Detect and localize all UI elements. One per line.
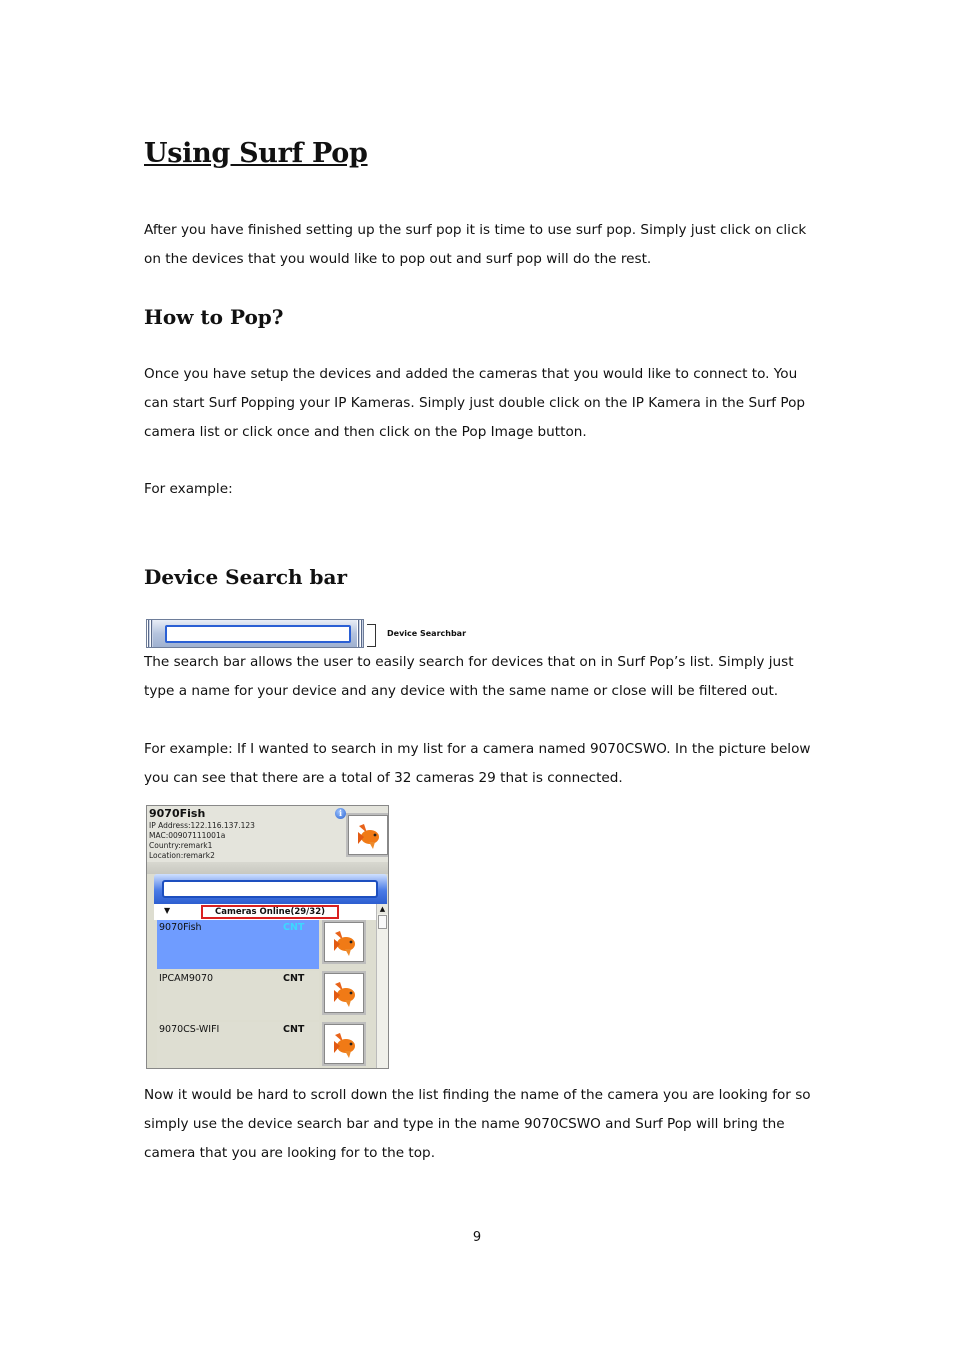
camera-list-item[interactable]: [157, 971, 319, 1020]
camera-list-item-selected[interactable]: [157, 920, 319, 969]
page-title: Using Surf Pop: [144, 138, 368, 169]
list-item-name: IPCAM9070: [159, 973, 214, 984]
searchbar-grip-left: [147, 620, 153, 647]
section-device-search-title: Device Search bar: [144, 565, 347, 589]
searchbar-grip-right: [357, 620, 363, 647]
search-example-paragraph: For example: If I wanted to search in my list for a camera named 9070CSWO. In the picture below you can see that there are a total of 32 cameras 29 that is connected.: [144, 741, 811, 786]
goldfish-icon: [331, 1029, 359, 1059]
camera-country: Country:remark1: [149, 841, 213, 850]
camera-list-screenshot: [146, 805, 389, 1069]
how-to-pop-paragraph: Once you have setup the devices and added the cameras that you would like to connect to. You can start Surf Popping your IP Kameras. Simply just double click on the IP Kamera in the Surf Pop camera list or click once and then click on the Pop Image button.: [144, 366, 806, 440]
camera-location: Location:remark2: [149, 851, 215, 860]
pop-image-button[interactable]: [322, 971, 366, 1015]
list-item-status: CNT: [283, 922, 305, 933]
list-header: [154, 904, 376, 920]
device-searchbar-image: [146, 619, 364, 648]
section-how-to-pop-title: How to Pop?: [144, 305, 284, 329]
search-input[interactable]: [162, 880, 378, 898]
goldfish-icon: [331, 978, 359, 1008]
search-bar-frame: [154, 874, 387, 904]
pop-image-button[interactable]: [322, 1022, 366, 1066]
camera-list-item[interactable]: [157, 1022, 319, 1069]
searchbar-description: The search bar allows the user to easily search for devices that on in Surf Pop’s list. Simply just type a name for your device and any device with the same name or close will be filtered out.: [144, 654, 794, 699]
camera-mac: MAC:00907111001a: [149, 831, 226, 840]
list-item-name: 9070Fish: [159, 922, 202, 933]
scrollbar-thumb[interactable]: [378, 915, 387, 929]
pop-image-button[interactable]: [322, 920, 366, 964]
camera-info-panel: [147, 806, 388, 862]
callout-bracket: [367, 624, 376, 647]
goldfish-icon: [331, 927, 359, 957]
list-item-status: CNT: [283, 973, 305, 984]
scroll-up-icon[interactable]: ▲: [377, 904, 388, 914]
list-scrollbar[interactable]: [376, 904, 388, 1069]
page-number: 9: [472, 1230, 482, 1245]
camera-ip: IP Address:122.116.137.123: [149, 821, 255, 830]
info-icon[interactable]: i: [335, 808, 346, 819]
for-example-text: For example:: [144, 481, 233, 497]
intro-paragraph: After you have finished setting up the surf pop it is time to use surf pop. Simply just click on click on the devices that you would like to pop out and surf pop will do the rest.: [144, 222, 807, 267]
search-usage-paragraph: Now it would be hard to scroll down the list finding the name of the camera you are looking for so simply use the device search bar and type in the name 9070CSWO and Surf Pop will bring the camera that you are looking for to the top.: [144, 1087, 811, 1161]
panel-divider: [147, 862, 388, 874]
cameras-online-label: Cameras Online(29/32): [201, 905, 339, 919]
camera-name: 9070Fish: [149, 807, 206, 820]
dropdown-caret-icon[interactable]: ▼: [164, 906, 171, 915]
searchbar-callout-label: Device Searchbar: [387, 629, 467, 638]
search-input[interactable]: [165, 625, 351, 643]
list-item-name: 9070CS-WIFI: [159, 1024, 220, 1035]
pop-image-button[interactable]: [346, 813, 389, 857]
list-item-status: CNT: [283, 1024, 305, 1035]
goldfish-icon: [355, 820, 383, 850]
